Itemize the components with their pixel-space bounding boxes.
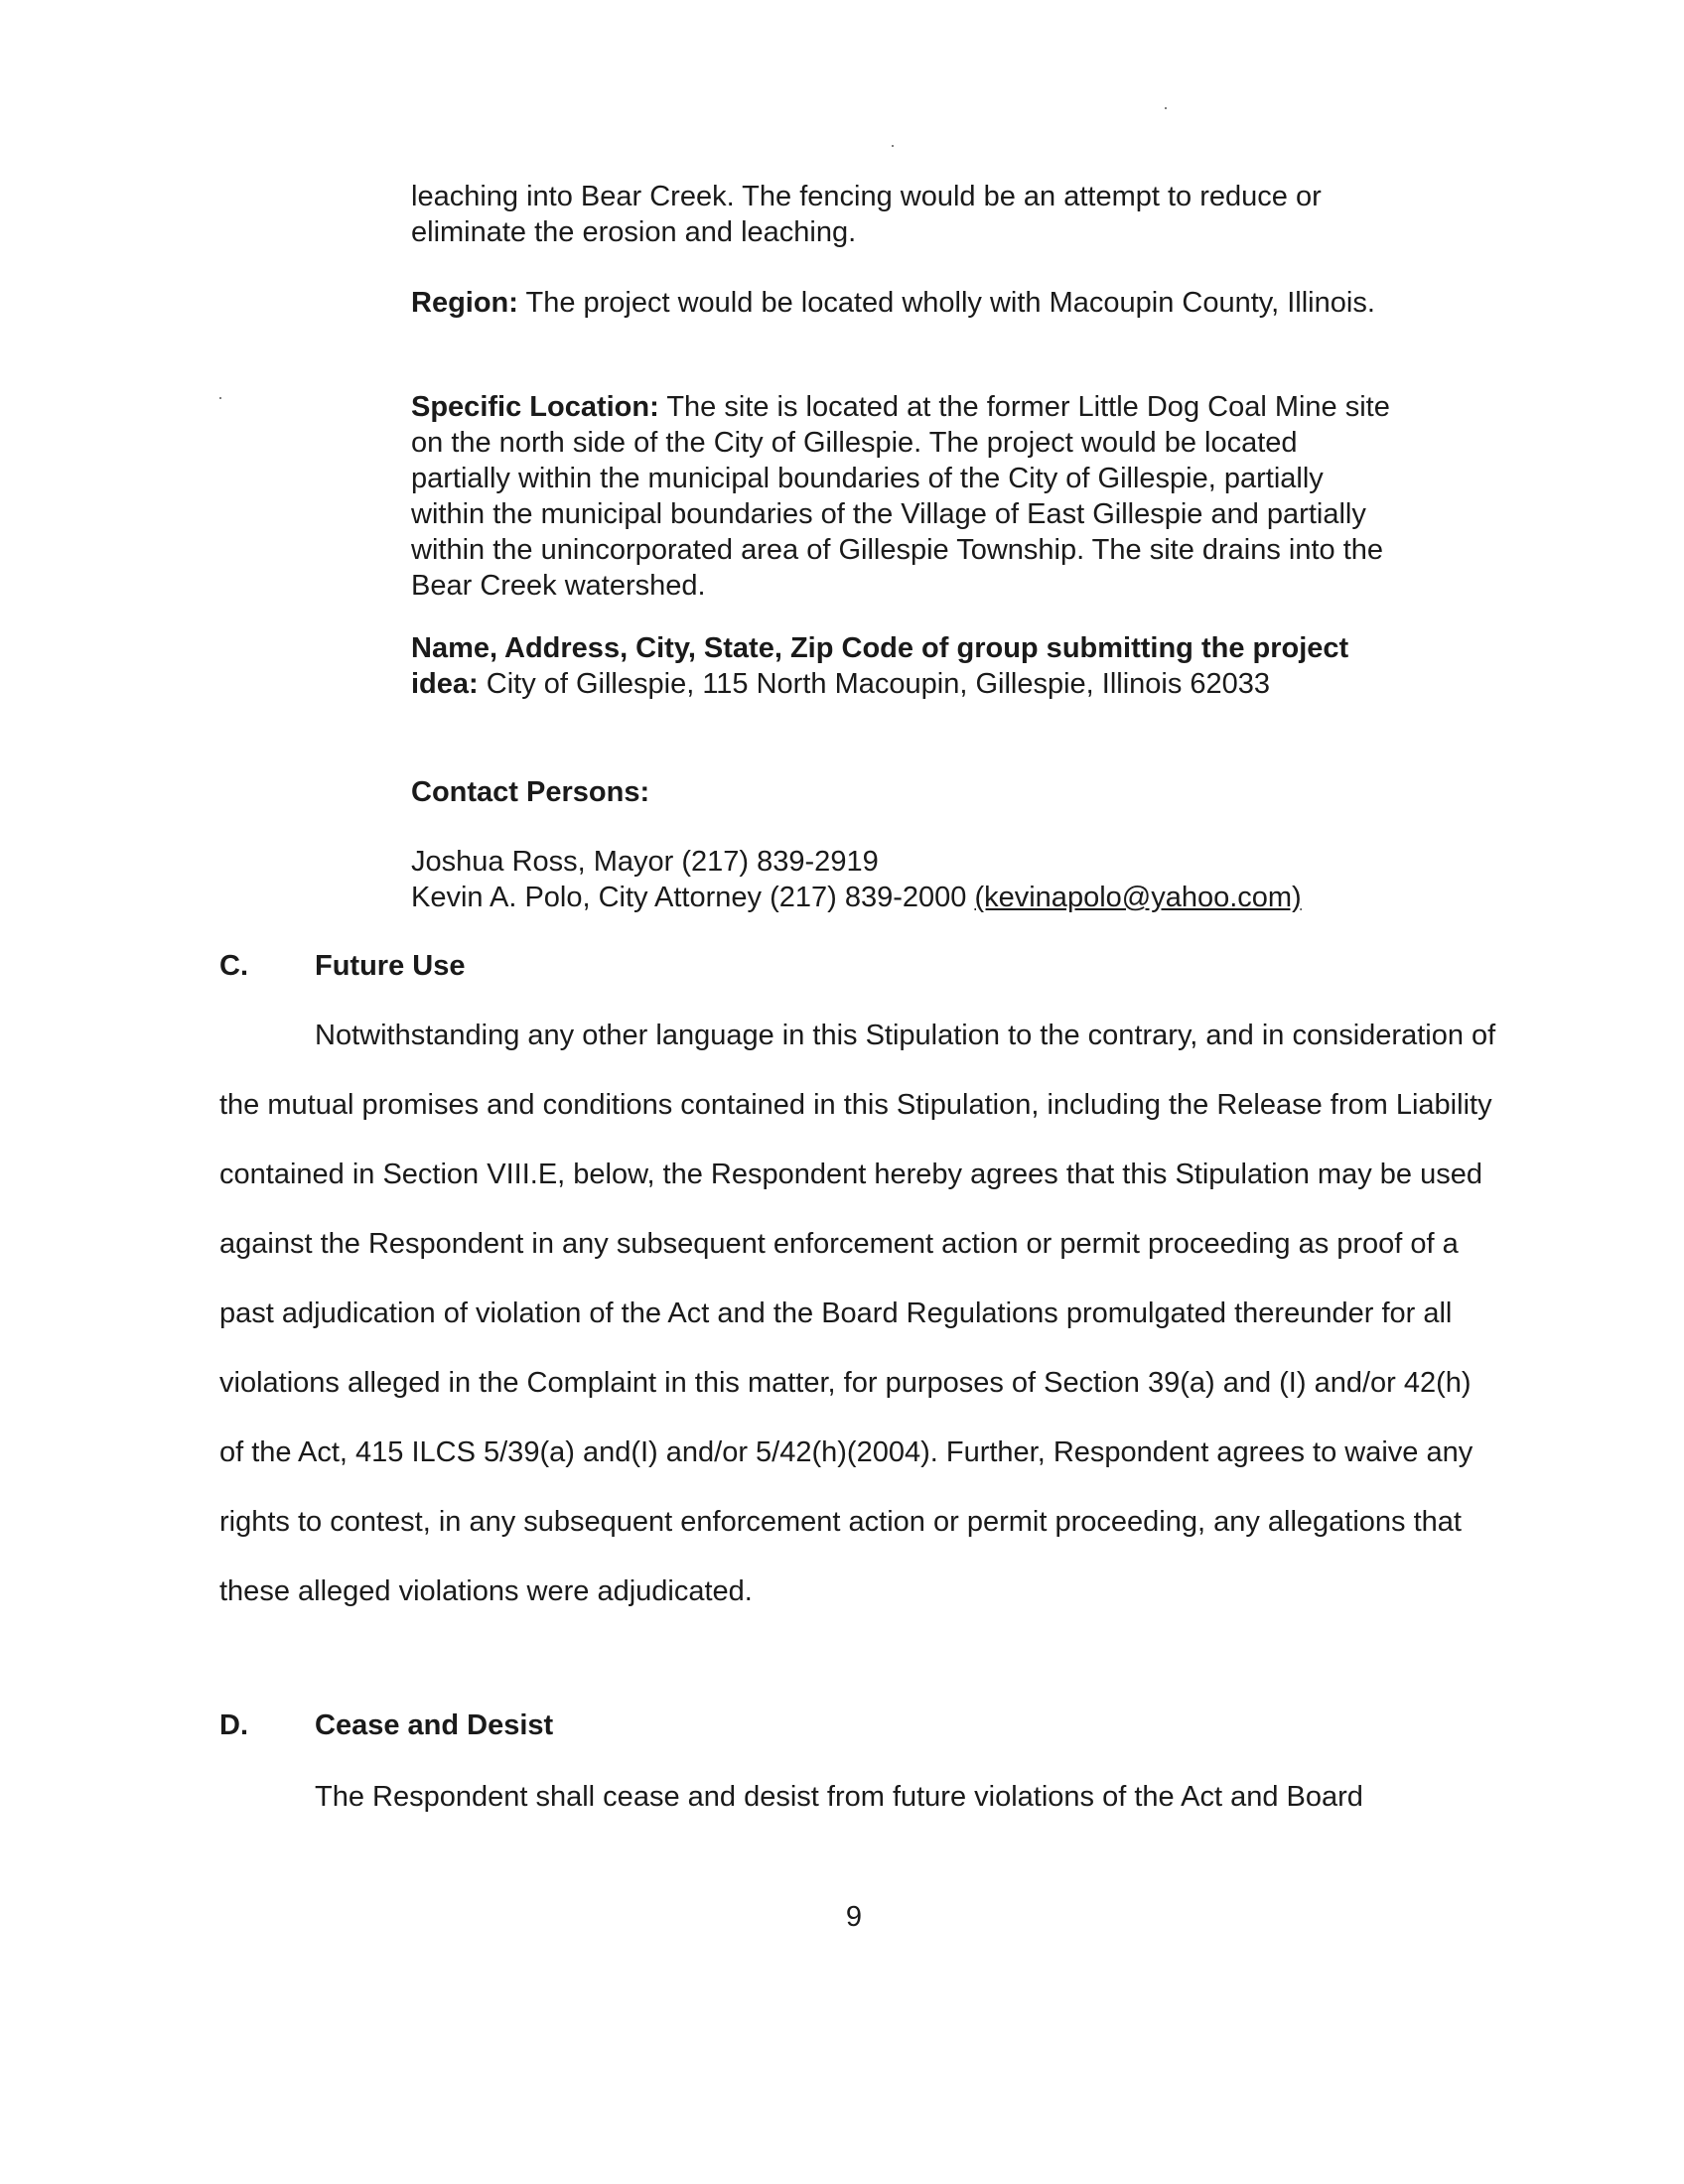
region-paragraph [411, 285, 1404, 321]
leaching-paragraph: leaching into Bear Creek. The fencing would be an attempt to reduce or eliminate the erosion and leaching. [411, 181, 1322, 248]
scan-speck [1165, 107, 1167, 109]
section-c-letter: C. [219, 950, 248, 982]
contact-persons-label: Contact Persons: [411, 776, 650, 808]
section-d-title: Cease and Desist [315, 1709, 554, 1741]
section-d-body: The Respondent shall cease and desist from future violations of the Act and Board [315, 1781, 1363, 1813]
contact-persons-heading [411, 774, 1404, 810]
contact-email-link[interactable]: (kevinapolo@yahoo.com) [974, 882, 1302, 913]
page-number: 9 [845, 1901, 863, 1933]
section-c-title: Future Use [315, 950, 466, 982]
specific-location-text: The site is located at the former Little Dog Coal Mine site on the north side of the City of Gillespie. The project would be located partially within the municipal boundaries of the City of Gillespie, partially within the municipal boundaries of the Village of East Gillespie and partially within the unincorporated area of Gillespie Township. The site drains into the Bear Creek watershed. [411, 391, 1390, 602]
submitting-group-label: Name, Address, City, State, Zip Code of group submitting the project idea: [411, 632, 1349, 700]
submitting-group-paragraph [411, 630, 1404, 702]
contact-list [411, 844, 1404, 915]
section-d-heading [219, 1709, 553, 1742]
scan-speck [892, 145, 894, 147]
specific-location-label: Specific Location: [411, 391, 659, 423]
scan-speck [219, 397, 221, 399]
section-d-letter: D. [219, 1709, 248, 1741]
region-label: Region: [411, 287, 518, 319]
section-c-body: Notwithstanding any other language in this Stipulation to the contrary, and in consideration of the mutual promises and conditions contained in this Stipulation, including the Release from Liability contained in Section VIII.E, below, the Respondent hereby agrees that this Stipulation may be used against the Respondent in any subsequent enforcement action or permit proceeding as proof of a past adjudication of violation of the Act and the Board Regulations promulgated thereunder for all violations alleged in the Complaint in this matter, for purposes of Section 39(a) and (I) and/or 42(h) of the Act, 415 ILCS 5/39(a) and(I) and/or 5/42(h)(2004). Further, Respondent agrees to waive any rights to contest, in any subsequent enforcement action or permit proceeding, any allegations that these alleged violations were adjudicated. [219, 1020, 1496, 1607]
region-text: The project would be located wholly with Macoupin County, Illinois. [525, 287, 1375, 319]
contact-mayor: Joshua Ross, Mayor (217) 839-2919 [411, 846, 879, 878]
submitting-group-text: City of Gillespie, 115 North Macoupin, Gillespie, Illinois 62033 [486, 668, 1271, 700]
contact-attorney-text: Kevin A. Polo, City Attorney (217) 839-2000 [411, 882, 967, 913]
contact-attorney [411, 880, 1404, 915]
specific-location-paragraph [411, 389, 1404, 604]
section-c-heading [219, 950, 465, 983]
